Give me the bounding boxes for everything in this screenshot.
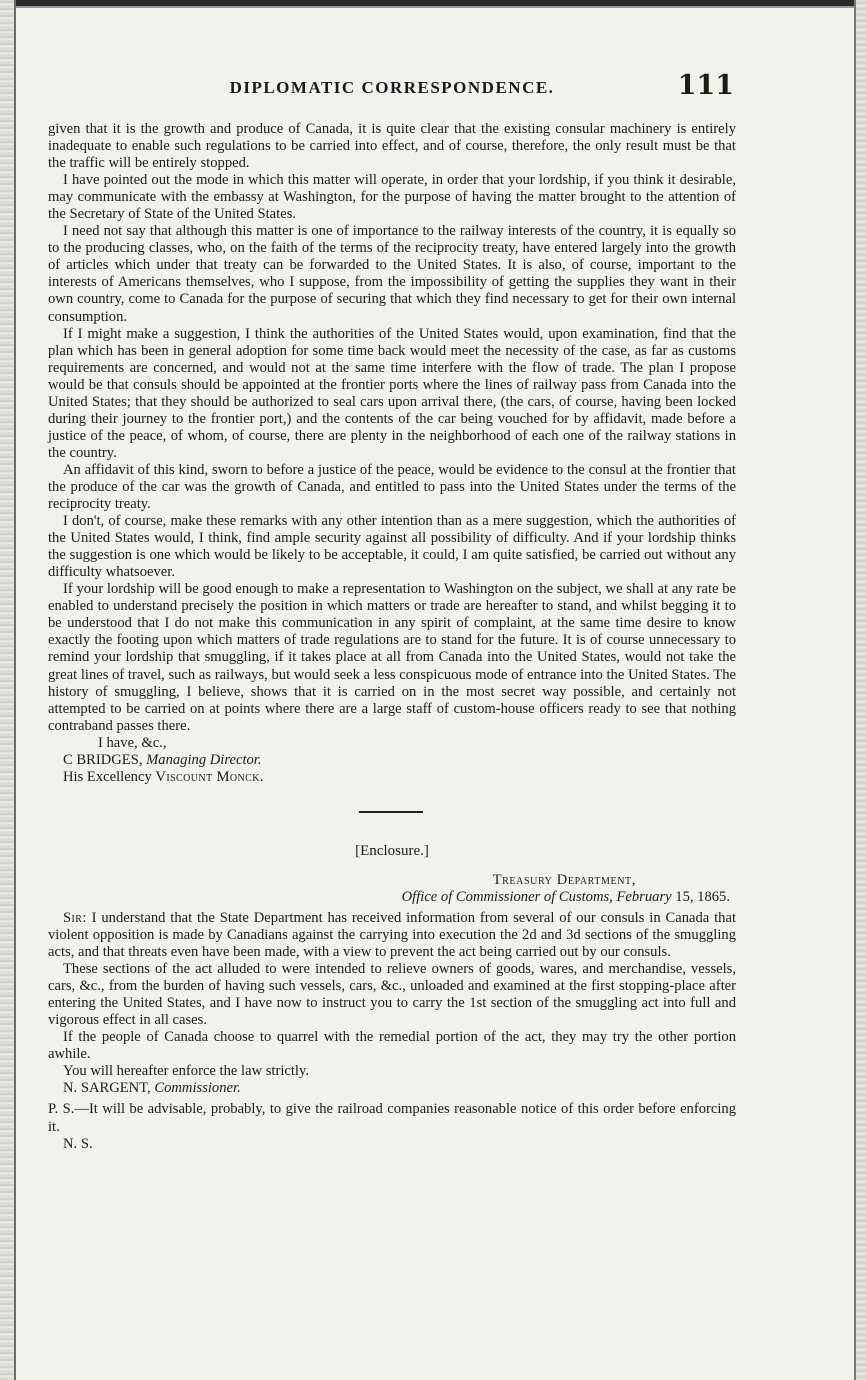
page-number: 111 xyxy=(677,70,734,101)
signer-title: Managing Director. xyxy=(146,751,262,768)
addressee-name: Viscount Monck. xyxy=(155,768,264,785)
enclosure-office: Office of Commissioner of Customs, February xyxy=(401,888,672,905)
enclosure-office-line xyxy=(48,889,736,906)
page-edge-right xyxy=(854,0,866,1380)
enclosure-date: 15, 1865. xyxy=(675,888,730,905)
enclosure-paragraph xyxy=(48,910,736,961)
postscript: P. S.—It will be advisable, probably, to give the railroad companies reasonable notice of this order before enforcing it. xyxy=(48,1101,736,1135)
binding-edge-left xyxy=(0,0,16,1380)
page-body xyxy=(48,121,736,1153)
enclosure-signer: N. SARGENT, xyxy=(63,1080,151,1097)
letter-paragraph: An affidavit of this kind, sworn to before a justice of the peace, would be evidence to the consul at the frontier that the produce of the car was the growth of Canada, and entitled to pass into the United States under the terms of the reciprocity treaty. xyxy=(48,461,736,513)
enclosure-signer-title: Commissioner. xyxy=(154,1080,241,1097)
postscript-initials: N. S. xyxy=(63,1135,93,1152)
letter-signature xyxy=(48,752,736,769)
enclosure-paragraph: If the people of Canada choose to quarrel with the remedial portion of the act, they may try the other portion awhile. xyxy=(48,1029,736,1063)
letter-paragraph: given that it is the growth and produce of Canada, it is quite clear that the existing consular machinery is entirely inadequate to enable such regulations to be carried into effect, and of course, therefore, the only result must be that the traffic will be entirely stopped. xyxy=(48,121,736,172)
enclosure-salutation: Sir: xyxy=(63,909,87,926)
letter-paragraph: If your lordship will be good enough to make a representation to Washington on the subject, we shall at any rate be enabled to understand precisely the position in which matters or trade are hereafter to stand, and whilst begging it to be understood that I do not make this communication in any spirit of complaint, at the same time desire to know exactly the footing upon which matters of trade regulations are to stand for the future. It is of course unnecessary to remind your lordship that smuggling, if it takes place at all from Canada into the United States, would not take the great lines of travel, such as railways, but would seek a less conspicuous mode of entrance into the United States. The history of smuggling, I believe, shows that it is carried on in the most secret way possible, and certainly not attempted to be carried on at points where there are a large staff of custom-house officers ready to see that nothing contraband passes there. xyxy=(48,581,736,734)
page-header xyxy=(48,72,736,102)
signer-name: C BRIDGES, xyxy=(63,751,143,768)
letter-paragraph: I have pointed out the mode in which this matter will operate, in order that your lordship, if you think it desirable, may communicate with the embassy at Washington, for the purpose of having the matter brought to the attention of the Secretary of State of the United States. xyxy=(48,172,736,223)
letter-closing: I have, &c., xyxy=(98,734,167,751)
letter-addressee xyxy=(48,769,736,786)
enclosure-department: Treasury Department, xyxy=(492,871,636,888)
enclosure-signature xyxy=(48,1080,736,1097)
addressee-prefix: His Excellency xyxy=(63,768,152,785)
enclosure-paragraph-text: I understand that the State Department has received information from several of our consuls in Canada that violent opposition is made by Canadians against the carrying into execution the 2d and 3d sections of the smuggling acts, and that threats even have been made, with a view to prevent the act being carried out by our consuls. xyxy=(48,909,736,961)
enclosure-paragraph: You will hereafter enforce the law strictly. xyxy=(63,1063,309,1080)
enclosure-label: [Enclosure.] xyxy=(355,842,429,859)
enclosure-paragraph: These sections of the act alluded to were intended to relieve owners of goods, wares, and merchandise, vessels, cars, &c., from the burden of having such vessels, cars, &c., unloaded and examined at the first stopping-place after entering the United States, and I have now to instruct you to carry the 1st section of the smuggling act into full and vigorous effect in all cases. xyxy=(48,961,736,1029)
letter-paragraph: If I might make a suggestion, I think the authorities of the United States would, upon examination, find that the plan which has been in general adoption for some time back would meet the necessity of the case, as far as customs requirements are concerned, and would not at the same time interfere with the flow of trade. The plan I propose would be that consuls should be appointed at the frontier ports where the lines of railway pass from Canada into the United States; that they should be authorized to seal cars upon arrival there, (the cars, of course, having been locked during their journey to the frontier port,) and the contents of the car being vouched for by affidavit, made before a justice of the peace, of whom, of course, there are plenty in the neighborhood of each one of the railway stations in the country. xyxy=(48,325,736,461)
page-top-shadow xyxy=(14,6,856,8)
running-title: DIPLOMATIC CORRESPONDENCE. xyxy=(229,78,555,97)
letter-paragraph: I need not say that although this matter is one of importance to the railway interests of the country, it is equally so to the producing classes, who, on the faith of the terms of the reciprocity treaty, have entered largely into the growth of articles which under that treaty can be forwarded to the United States. It is also, of course, important to the interests of Americans themselves, who I suppose, from the impossibility of getting the supplies they want in their own country, come to Canada for the purpose of securing that which they find necessary to get for their own internal consumption. xyxy=(48,223,736,325)
letter-paragraph: I don't, of course, make these remarks with any other intention than as a mere suggestion, which the authorities of the United States would, I think, find ample security against all possibility of difficulty. And if your lordship thinks the suggestion is one which would be likely to be acceptable, it could, I am quite satisfied, be carried out without any difficulty whatsoever. xyxy=(48,513,736,581)
section-divider xyxy=(359,811,423,813)
